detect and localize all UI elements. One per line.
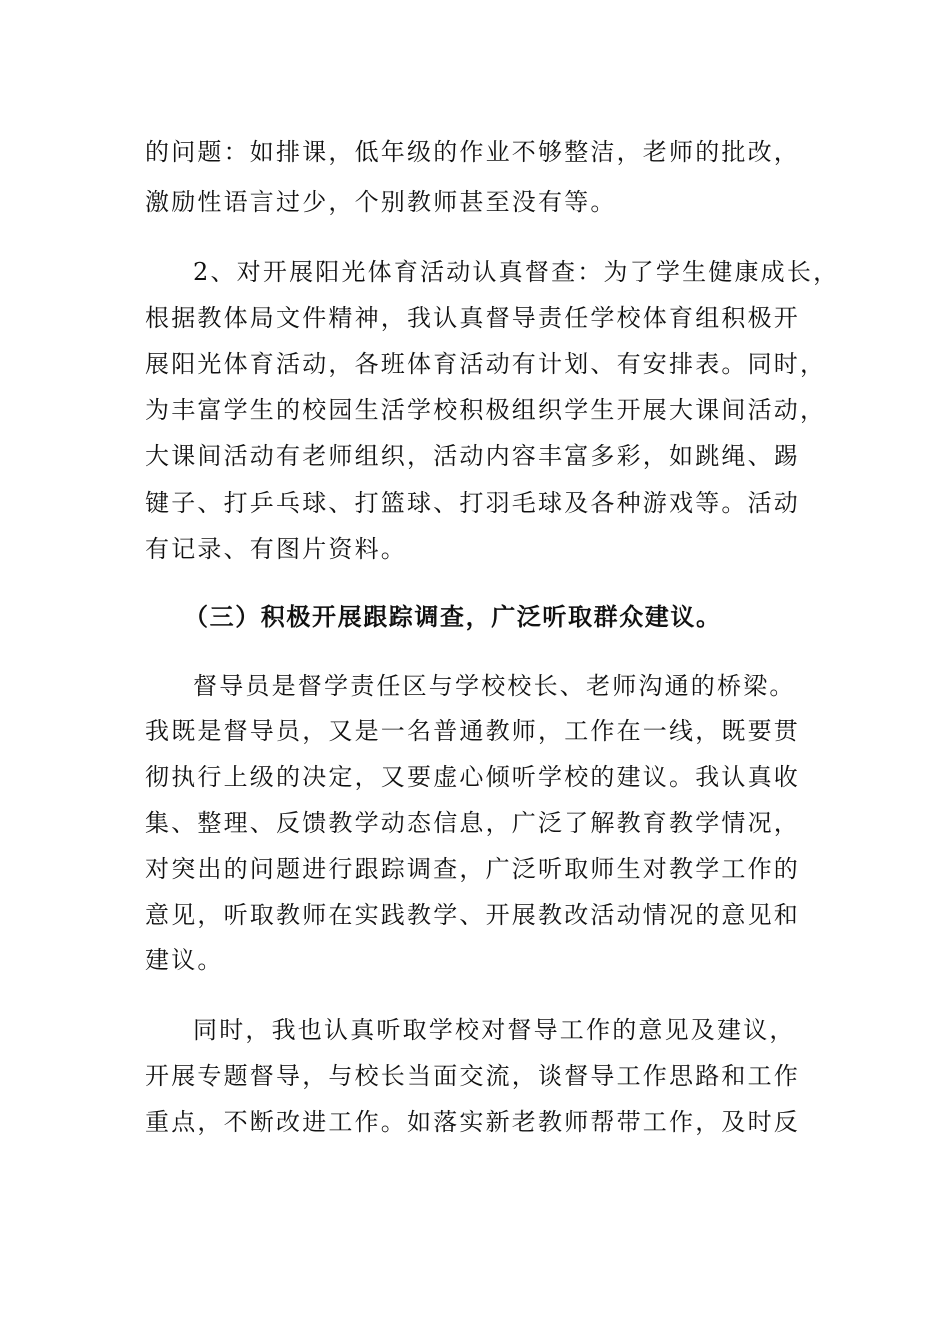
text-line: 键子、打乒乓球、打篮球、打羽毛球及各种游戏等。活动 — [145, 489, 800, 517]
text-line: 激励性语言过少，个别教师甚至没有等。 — [145, 188, 617, 216]
text-line: 2、对开展阳光体育活动认真督查：为了学生健康成长， — [193, 258, 840, 286]
text-line: 展阳光体育活动，各班体育活动有计划、有安排表。同时， — [145, 350, 827, 378]
text-line: 我既是督导员，又是一名普通教师，工作在一线，既要贯 — [145, 717, 800, 745]
text-line: 集、整理、反馈教学动态信息，广泛了解教育教学情况， — [145, 809, 800, 837]
text-line: 意见，听取教师在实践教学、开展教改活动情况的意见和 — [145, 901, 800, 929]
text-line: 彻执行上级的决定，又要虚心倾听学校的建议。我认真收 — [145, 763, 800, 791]
text-line: 的问题：如排课，低年级的作业不够整洁，老师的批改， — [145, 138, 800, 166]
text-line: 建议。 — [145, 946, 224, 974]
text-line: 开展专题督导，与校长当面交流，谈督导工作思路和工作 — [145, 1062, 800, 1090]
text-line: 为丰富学生的校园生活学校积极组织学生开展大课间活动， — [145, 396, 827, 424]
text-line: 大课间活动有老师组织，活动内容丰富多彩，如跳绳、踢 — [145, 442, 800, 470]
text-line: 重点，不断改进工作。如落实新老教师帮带工作，及时反 — [145, 1108, 800, 1136]
section-heading: （三）积极开展跟踪调查，广泛听取群众建议。 — [184, 603, 722, 631]
text-line: 对突出的问题进行跟踪调查，广泛听取师生对教学工作的 — [145, 855, 800, 883]
text-line: 同时，我也认真听取学校对督导工作的意见及建议， — [193, 1016, 796, 1044]
text-line: 督导员是督学责任区与学校校长、老师沟通的桥梁。 — [193, 672, 796, 700]
text-line: 根据教体局文件精神，我认真督导责任学校体育组积极开 — [145, 304, 800, 332]
text-line: 有记录、有图片资料。 — [145, 535, 407, 563]
